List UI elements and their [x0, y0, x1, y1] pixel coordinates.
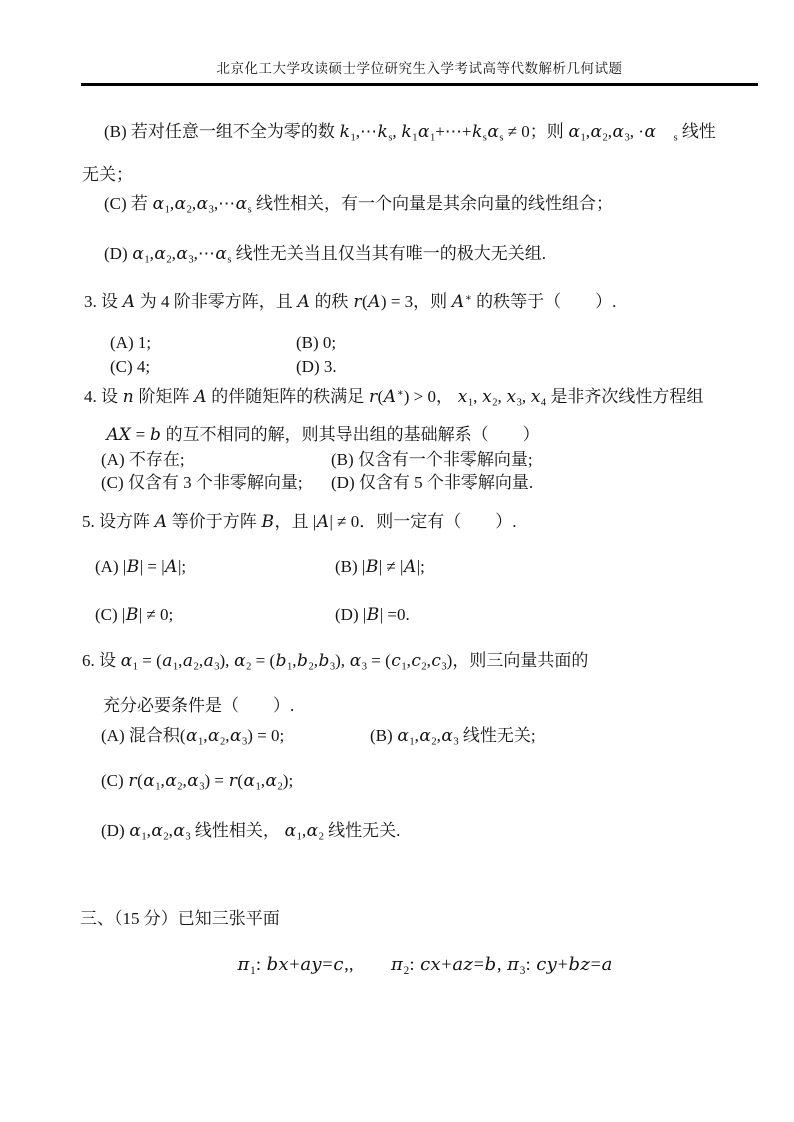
question-5-option-b: (B) |B| ≠ |A|; [335, 557, 425, 577]
question-4-stem-line2: AX = b 的互不相同的解，则其导出组的基础解系（ ） [106, 425, 540, 445]
question-3-option-d: (D) 3. [296, 357, 337, 376]
header-rule [81, 83, 758, 86]
question-6-option-b: (B) $\alpha_1,\alpha_2,\alpha_3$ 线性无关; [370, 726, 536, 748]
question-3-option-b: (B) 0; [296, 333, 337, 352]
question-6-stem-line1: 6. 设 $\alpha_1 = (a_1,a_2,a_3)$, $\alpha_2 = (b_1,b_2,b_3)$, $\alpha_3 = (c_1,c_2,c_3)$，则三向量共面的 [82, 651, 589, 673]
question-6-stem-line2: 充分必要条件是（ ）. [103, 696, 295, 715]
question-4-option-d: (D) 仅含有 5 个非零解向量. [331, 473, 534, 492]
question-5-stem: 5. 设方阵 A 等价于方阵 B，且 |A| ≠ 0．则一定有（ ）. [82, 512, 517, 532]
question-4-stem-line1: 4. 设 n 阶矩阵 A 的伴随矩阵的秩满足 r(A∗) > 0， $x_1$, $x_2$, $x_3$, $x_4$ 是非齐次线性方程组 [84, 387, 704, 409]
section-3-title: 三、（15 分）已知三张平面 [80, 909, 280, 928]
question-2-option-b-line1: (B) 若对任意一组不全为零的数 $k_1,\cdots k_s$, $k_1\alpha_1+\cdots+k_s\alpha_s \ne 0$；则 $\alpha_1,\alpha_2,\alpha_3$, ·α $_s$ 线性 [104, 122, 716, 144]
question-4-option-c: (C) 仅含有 3 个非零解向量; [101, 473, 303, 492]
question-3-option-a: (A) 1; [110, 333, 152, 352]
question-3-option-c: (C) 4; [110, 357, 151, 376]
question-3-stem: 3. 设 A 为 4 阶非零方阵，且 A 的秩 r(A) = 3，则 A∗ 的秩等于（ ）. [84, 292, 617, 312]
question-6-option-d: (D) $\alpha_1,\alpha_2,\alpha_3$ 线性相关， $\alpha_1,\alpha_2$ 线性无关. [101, 821, 401, 843]
question-2-option-d: (D) $\alpha_1,\alpha_2,\alpha_3,\cdots\alpha_s$ 线性无关当且仅当其有唯一的极大无关组. [104, 244, 546, 266]
question-5-option-c: (C) |B| ≠ 0; [95, 605, 174, 625]
question-2-option-b-line2: 无关； [82, 165, 133, 184]
question-5-option-a: (A) |B| = |A|; [95, 557, 187, 577]
question-4-option-b: (B) 仅含有一个非零解向量; [331, 450, 533, 469]
question-2-option-c: (C) 若 $\alpha_1,\alpha_2,\alpha_3,\cdots\alpha_s$ 线性相关，有一个向量是其余向量的线性组合； [104, 194, 614, 216]
question-4-option-a: (A) 不存在; [101, 450, 185, 469]
question-5-option-d: (D) |B| =0. [335, 605, 410, 625]
question-6-option-a: (A) 混合积$(\alpha_1,\alpha_2,\alpha_3) = 0$; [101, 726, 285, 748]
question-6-option-c: (C) $r(\alpha_1,\alpha_2,\alpha_3) = r(\alpha_1,\alpha_2)$; [101, 771, 294, 793]
section-3-plane-equations: $\pi_1$: bx+ay=c,, $\pi_2$: cx+az=b, $\pi_3$: cy+bz=a [237, 954, 613, 977]
page-header-title: 北京化工大学攻读硕士学位研究生入学考试高等代数解析几何试题 [216, 61, 623, 76]
